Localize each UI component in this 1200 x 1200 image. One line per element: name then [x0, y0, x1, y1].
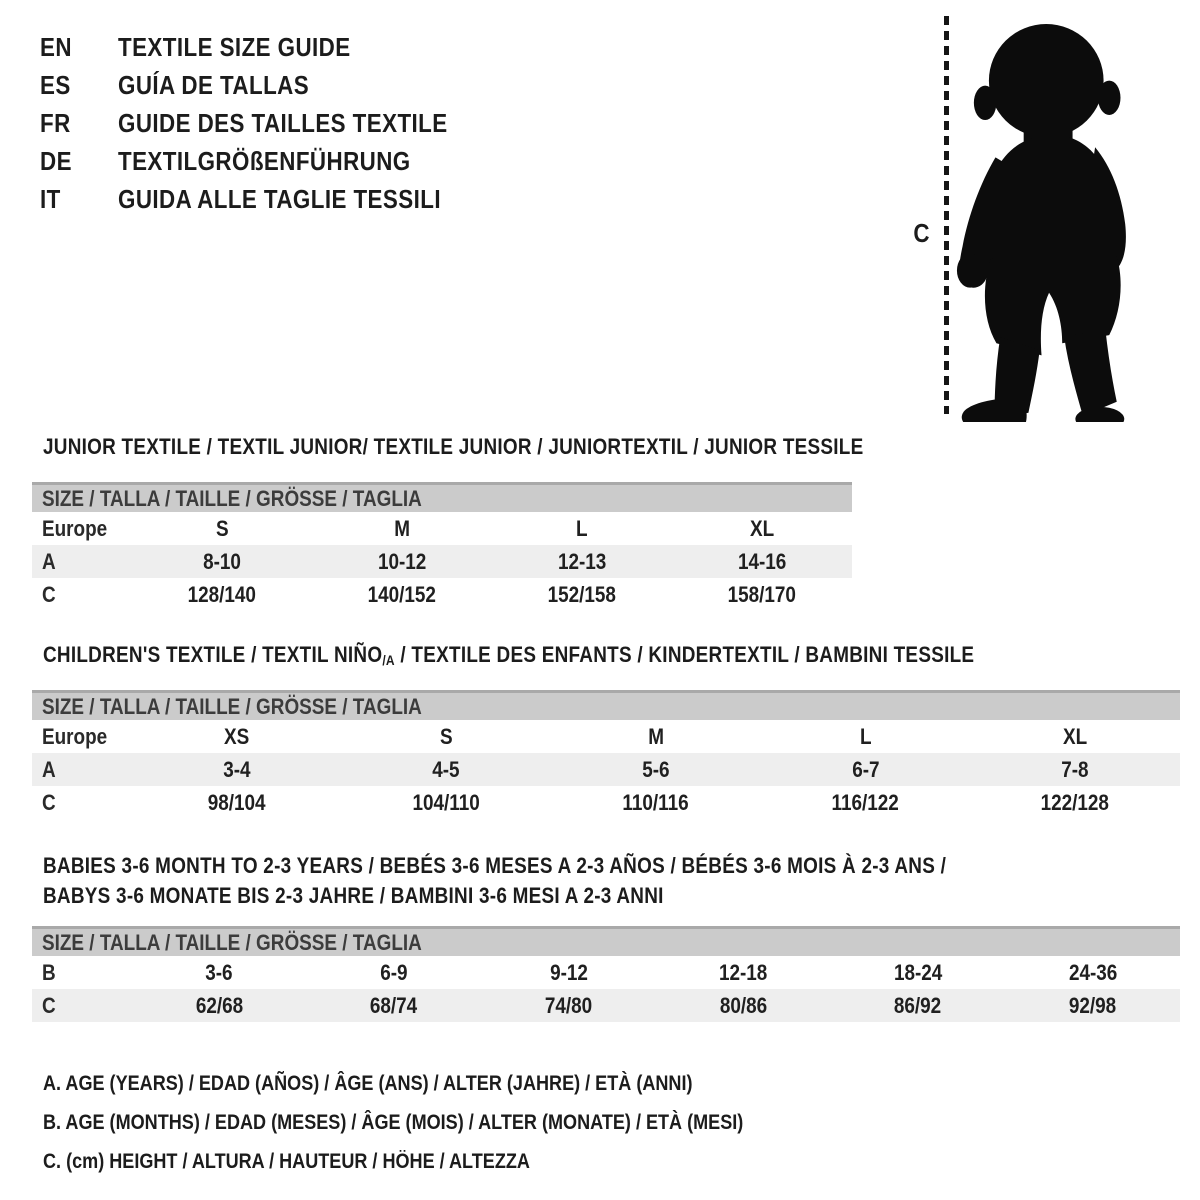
size-header-bar: SIZE / TALLA / TAILLE / GRÖSSE / TAGLIA — [32, 482, 852, 512]
junior-size-table — [32, 482, 852, 611]
row-label: Europe — [42, 515, 108, 541]
height-cell: 86/92 — [894, 992, 942, 1018]
guide-title-es: GUÍA DE TALLAS — [118, 69, 310, 100]
size-header-bar: SIZE / TALLA / TAILLE / GRÖSSE / TAGLIA — [32, 926, 1180, 956]
lang-code: FR — [40, 107, 71, 138]
lang-row-es — [40, 66, 501, 104]
children-size-table — [32, 690, 1180, 819]
size-header-bar: SIZE / TALLA / TAILLE / GRÖSSE / TAGLIA — [32, 690, 1180, 720]
age-cell: 24-36 — [1068, 959, 1117, 985]
table-row-height — [32, 786, 1180, 819]
row-label: C — [42, 581, 56, 607]
height-cell: 128/140 — [187, 581, 257, 607]
age-cell: 9-12 — [549, 959, 588, 985]
size-cell: L — [859, 723, 872, 749]
lang-code: DE — [40, 145, 72, 176]
babies-title-line2: BABYS 3-6 MONATE BIS 2-3 JAHRE / BAMBINI 3-6 MESI A 2-3 ANNI — [43, 883, 664, 908]
age-cell: 5-6 — [642, 756, 670, 782]
legend-line-c: C. (cm) HEIGHT / ALTURA / HAUTEUR / HÖHE / ALTEZZA — [43, 1149, 530, 1173]
table-row-europe — [32, 720, 1180, 753]
height-cell: 104/110 — [412, 789, 481, 815]
babies-title-line1: BABIES 3-6 MONTH TO 2-3 YEARS / BEBÉS 3-6 MESES A 2-3 AÑOS / BÉBÉS 3-6 MOIS À 2-3 ANS / — [43, 853, 947, 878]
row-label: C — [42, 992, 56, 1018]
age-cell: 4-5 — [432, 756, 461, 782]
age-cell: 7-8 — [1061, 756, 1089, 782]
age-cell: 6-9 — [380, 959, 408, 985]
guide-title-fr: GUIDE DES TAILLES TEXTILE — [118, 107, 448, 138]
height-cell: 122/128 — [1040, 789, 1110, 815]
legend-line-a: A. AGE (YEARS) / EDAD (AÑOS) / ÂGE (ANS) / ALTER (JAHRE) / ETÀ (ANNI) — [43, 1071, 693, 1095]
height-cell: 74/80 — [544, 992, 593, 1018]
age-cell: 18-24 — [893, 959, 943, 985]
age-cell: 12-18 — [719, 959, 768, 985]
age-cell: 10-12 — [377, 548, 427, 574]
size-cell: M — [648, 723, 664, 749]
size-cell: XS — [224, 723, 250, 749]
height-measure-line — [944, 16, 949, 414]
table-row-age-months — [32, 956, 1180, 989]
table-row-europe — [32, 512, 852, 545]
table-row-age — [32, 753, 1180, 786]
size-cell: XL — [1063, 723, 1088, 749]
height-cell: 140/152 — [367, 581, 437, 607]
row-label: Europe — [42, 723, 108, 749]
lang-code: ES — [40, 69, 71, 100]
table-row-height — [32, 578, 852, 611]
lang-row-de — [40, 142, 501, 180]
age-cell: 3-6 — [205, 959, 233, 985]
height-cell: 110/116 — [622, 789, 690, 815]
age-cell: 6-7 — [851, 756, 880, 782]
height-cell: 98/104 — [207, 789, 266, 815]
height-measure-label: C — [912, 218, 930, 248]
table-row-age — [32, 545, 852, 578]
row-label: A — [42, 756, 56, 782]
lang-row-en — [40, 28, 501, 66]
height-cell: 62/68 — [195, 992, 244, 1018]
height-cell: 80/86 — [719, 992, 768, 1018]
size-cell: L — [576, 515, 588, 541]
babies-section-title — [43, 851, 1093, 911]
legend-line-b: B. AGE (MONTHS) / EDAD (MESES) / ÂGE (MOIS) / ALTER (MONATE) / ETÀ (MESI) — [43, 1110, 744, 1134]
baby-silhouette-icon — [956, 18, 1144, 422]
height-cell: 152/158 — [547, 581, 617, 607]
lang-code: EN — [40, 31, 72, 62]
row-label: B — [42, 959, 56, 985]
babies-size-table — [32, 926, 1180, 1022]
lang-row-fr — [40, 104, 501, 142]
age-cell: 3-4 — [223, 756, 251, 782]
lang-row-it — [40, 180, 501, 218]
language-title-block — [40, 28, 501, 218]
size-cell: XL — [749, 515, 775, 541]
age-cell: 14-16 — [737, 548, 787, 574]
junior-section-title: JUNIOR TEXTILE / TEXTIL JUNIOR/ TEXTILE JUNIOR / JUNIORTEXTIL / JUNIOR TESSILE — [43, 434, 864, 459]
size-cell: S — [440, 723, 453, 749]
measure-legend — [43, 1064, 857, 1181]
age-cell: 8-10 — [203, 548, 241, 574]
table-row-height — [32, 989, 1180, 1022]
age-cell: 12-13 — [557, 548, 607, 574]
size-cell: S — [215, 515, 229, 541]
guide-title-it: GUIDA ALLE TAGLIE TESSILI — [118, 183, 441, 214]
size-cell: M — [394, 515, 410, 541]
guide-title-de: TEXTILGRÖßENFÜHRUNG — [118, 145, 411, 176]
guide-title-en: TEXTILE SIZE GUIDE — [118, 31, 351, 62]
height-cell: 68/74 — [370, 992, 418, 1018]
height-cell: 116/122 — [831, 789, 900, 815]
children-section-title: CHILDREN'S TEXTILE / TEXTIL $NIÑO_{/A}$ / TEXTILE DES ENFANTS / KINDERTEXTIL / BAMBINI TESSILE — [43, 642, 975, 668]
height-cell: 92/98 — [1068, 992, 1117, 1018]
row-label: A — [42, 548, 56, 574]
row-label: C — [42, 789, 56, 815]
height-cell: 158/170 — [727, 581, 797, 607]
lang-code: IT — [40, 183, 61, 214]
nino-a-subscript: /A — [382, 652, 395, 668]
